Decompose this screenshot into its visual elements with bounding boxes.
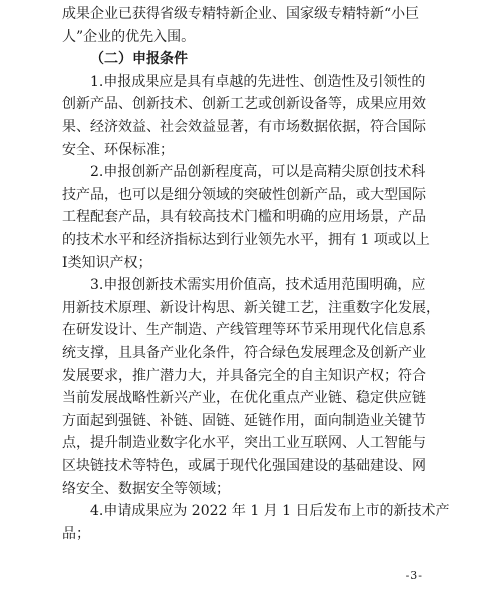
text-line: 络安全、数据安全等领域； <box>62 480 230 497</box>
text-line: 工程配套产品，具有较高技术门槛和明确的应用场景，产品 <box>62 209 426 226</box>
text-line: 当前发展战略性新兴产业，在优化重点产业链、稳定供应链 <box>62 390 426 407</box>
text-line: 1.申报成果应是具有卓越的先进性、创造性及引领性的 <box>90 73 426 90</box>
text-line: 区块链技术等特色，或属于现代化强国建设的基础建设、网 <box>62 458 426 474</box>
text-line: 方面起到强链、补链、固链、延链作用，面向制造业关键节 <box>62 412 426 429</box>
text-line: 4.申请成果应为 2022 年 1 月 1 日后发布上市的新技术产 <box>90 503 450 520</box>
text-line: 3.申报创新技术需实用价值高，技术适用范围明确，应 <box>90 277 426 294</box>
text-line: I类知识产权； <box>62 254 152 271</box>
page-number: -3- <box>405 569 423 582</box>
text-line: 果、经济效益、社会效益显著，有市场数据依据，符合国际 <box>62 119 426 135</box>
text-line: 在研发设计、生产制造、产线管理等环节采用现代化信息系 <box>62 322 426 339</box>
text-line: 创新产品、创新技术、创新工艺或创新设备等，成果应用效 <box>62 96 426 113</box>
text-line: 技产品，也可以是细分领域的突破性创新产品，或大型国际 <box>62 186 426 203</box>
text-line: 人”企业的优先入围。 <box>62 28 196 45</box>
text-line: 发展要求，推广潜力大，并具备完全的自主知识产权；符合 <box>62 367 426 384</box>
text-line: 用新技术原理、新设计构思、新关键工艺，注重数字化发展， <box>62 299 440 316</box>
text-line: 的技术水平和经济指标达到行业领先水平，拥有 1 项或以上 <box>62 232 430 248</box>
text-line: 成果企业已获得省级专精特新企业、国家级专精特新“小巨 <box>62 6 420 22</box>
text-line: 统支撑，且具备产业化条件，符合绿色发展理念及创新产业 <box>62 345 426 361</box>
text-line: 点，提升制造业数字化水平，突出工业互联网、人工智能与 <box>62 435 426 452</box>
text-line: 2.申报创新产品创新程度高，可以是高精尖原创技术科 <box>90 164 426 181</box>
section-heading: （二）申报条件 <box>90 51 188 68</box>
text-line: 品； <box>62 525 90 542</box>
text-line: 安全、环保标准； <box>62 141 174 158</box>
